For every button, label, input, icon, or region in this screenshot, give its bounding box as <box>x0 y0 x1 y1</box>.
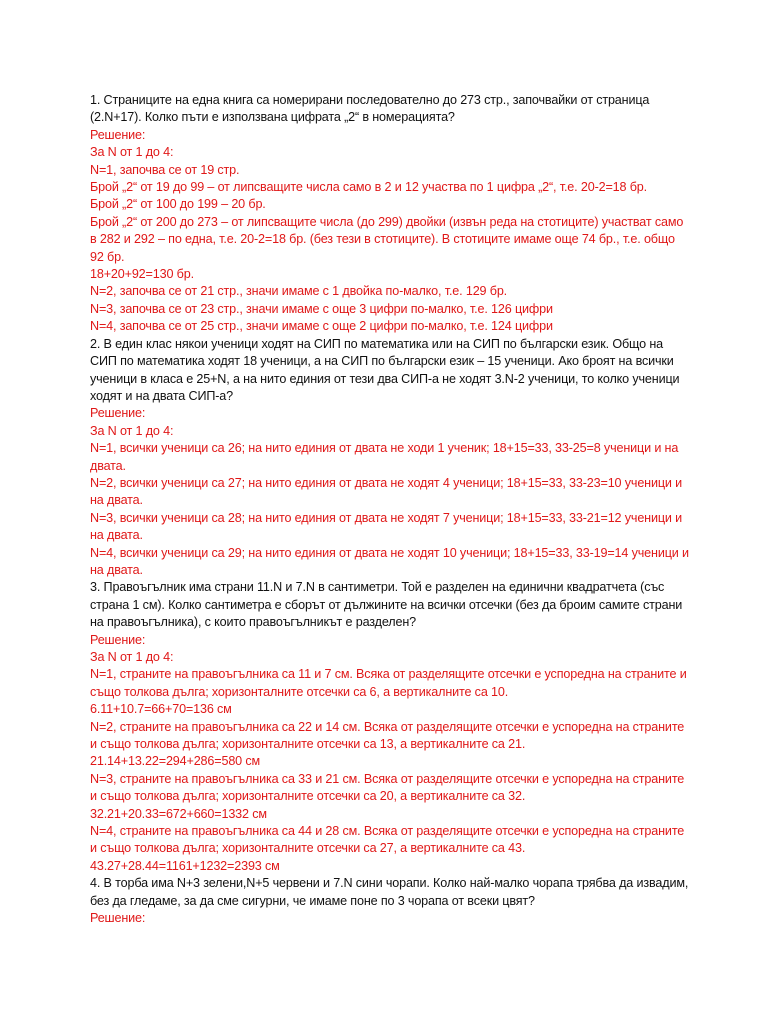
solution-paragraph: 43.27+28.44=1161+1232=2393 см <box>90 858 280 873</box>
solution-paragraph: Решение: <box>90 127 146 142</box>
solution-paragraph: N=4, започва се от 25 стр., значи имаме с още 2 цифри по-малко, т.е. 124 цифри <box>90 319 553 334</box>
solution-paragraph: N=1, започва се от 19 стр. <box>90 162 240 177</box>
problem-paragraph: 2. В един клас някои ученици ходят на СИП по математика или на СИП по български език. Общо на СИП по математика ходят 18 ученици, а на СИП по български език – 15 ученици. Ако броят на всички ученици в класа е 25+N, а на нито единия от тези два СИП-а не ходят 3.N-2 ученици, то колко ученици ходят и на двата СИП-а? <box>90 336 680 403</box>
problem-paragraph: 1. Страниците на една книга са номерирани последователно до 273 стр., започвайки от страница (2.N+17). Колко пъти е използвана цифрата „2“ в номерацията? <box>90 93 650 125</box>
solution-paragraph: N=1, страните на правоъгълника са 11 и 7 см. Всяка от разделящите отсечки е успоредна на страните и също толкова дълга; хоризонталните отсечки са 6, а вертикалните са 10. <box>90 667 687 699</box>
solution-paragraph: N=3, започва се от 23 стр., значи имаме с още 3 цифри по-малко, т.е. 126 цифри <box>90 301 553 316</box>
solution-paragraph: N=2, страните на правоъгълника са 22 и 14 см. Всяка от разделящите отсечки е успоредна на страните и също толкова дълга; хоризонталните отсечки са 13, а вертикалните са 21. <box>90 719 685 752</box>
solution-paragraph: N=1, всички ученици са 26; на нито единия от двата не ходи 1 ученик; 18+15=33, 33-25=8 ученици и на двата. <box>90 441 679 473</box>
solution-paragraph: 18+20+92=130 бр. <box>90 267 194 282</box>
solution-paragraph: N=3, страните на правоъгълника са 33 и 21 см. Всяка от разделящите отсечки е успоредна на страните и също толкова дълга; хоризонталните отсечки са 20, а вертикалните са 32. <box>90 771 685 804</box>
solution-paragraph: Брой „2“ от 200 до 273 – от липсващите числа (до 299) двойки (извън реда на стотиците) участват само в 282 и 292 – по една, т.е. 20-2=18 бр. (без тези в стотиците). В стотиците имаме още 74 бр., т.е. общо 92 бр. <box>90 214 684 264</box>
solution-paragraph: Решение: <box>90 632 146 647</box>
solution-paragraph: Брой „2“ от 100 до 199 – 20 бр. <box>90 197 266 212</box>
solution-paragraph: 21.14+13.22=294+286=580 см <box>90 754 261 769</box>
solution-paragraph: Брой „2“ от 19 до 99 – от липсващите числа само в 2 и 12 участва по 1 цифра „2“, т.е. 20-2=18 бр. <box>90 180 647 195</box>
solution-paragraph: За N от 1 до 4: <box>90 145 174 160</box>
solution-paragraph: 6.11+10.7=66+70=136 см <box>90 702 232 717</box>
solution-paragraph: Решение: <box>90 911 146 926</box>
solution-paragraph: 32.21+20.33=672+660=1332 см <box>90 806 267 821</box>
problem-paragraph: 4. В торба има N+3 зелени,N+5 червени и 7.N сини чорапи. Колко най-малко чорапа трябва да извадим, без да гледаме, за да сме сигурни, че имаме поне по 3 чорапа от всеки цвят? <box>90 876 689 908</box>
problem-paragraph: 3. Правоъгълник има страни 11.N и 7.N в сантиметри. Той е разделен на единични квадратчета (със страна 1 см). Колко сантиметра е сборът от дължините на всички отсечки (без да броим самите страни на правоъгълника), с които правоъгълникът е разделен? <box>90 580 683 630</box>
solution-paragraph: N=2, всички ученици са 27; на нито единия от двата не ходят 4 ученици; 18+15=33, 33-23=10 ученици и на двата. <box>90 475 683 508</box>
solution-paragraph: N=3, всички ученици са 28; на нито единия от двата не ходят 7 ученици; 18+15=33, 33-21=12 ученици и на двата. <box>90 510 683 543</box>
solution-paragraph: Решение: <box>90 406 146 421</box>
solution-paragraph: За N от 1 до 4: <box>90 650 174 664</box>
solution-paragraph: N=4, всички ученици са 29; на нито единия от двата не ходят 10 ученици; 18+15=33, 33-19=14 ученици и на двата. <box>90 545 689 577</box>
document-body <box>90 92 690 928</box>
solution-paragraph: N=2, започва се от 21 стр., значи имаме с 1 двойка по-малко, т.е. 129 бр. <box>90 284 508 299</box>
solution-paragraph: N=4, страните на правоъгълника са 44 и 28 см. Всяка от разделящите отсечки е успоредна на страните и също толкова дълга; хоризонталните отсечки са 27, а вертикалните са 43. <box>90 824 685 856</box>
solution-paragraph: За N от 1 до 4: <box>90 423 174 438</box>
